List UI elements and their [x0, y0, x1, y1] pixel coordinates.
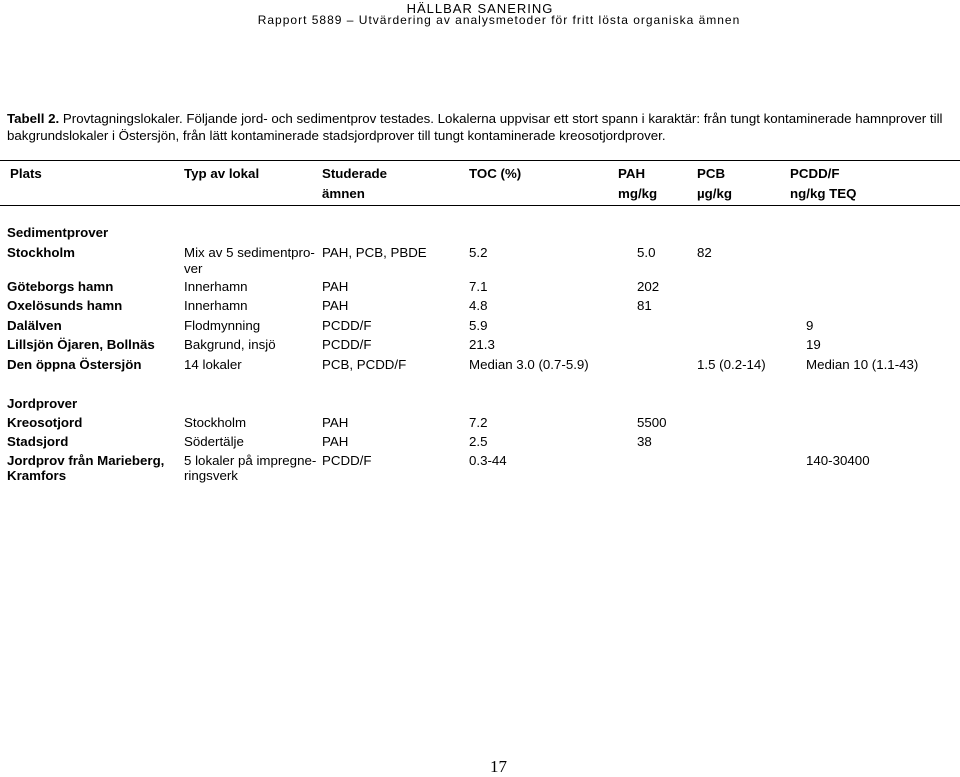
table-cell-amnen: PAH — [322, 415, 349, 430]
table-cell-amnen: PAH, PCB, PBDE — [322, 245, 427, 260]
running-header-title: HÄLLBAR SANERING — [406, 1, 554, 16]
col-header-pcb: PCB — [697, 166, 726, 181]
table-cell-pah: 38 — [637, 434, 652, 449]
table-cell-pah: 5.0 — [637, 245, 656, 260]
col-header-plats: Plats — [10, 166, 42, 181]
col-header-toc: TOC (%) — [469, 166, 522, 181]
table-cell-plats: Den öppna Östersjön — [7, 357, 142, 372]
table-cell-toc: Median 3.0 (0.7-5.9) — [469, 357, 589, 372]
running-header-subtitle: Rapport 5889 – Utvärdering av analysmetoder för fritt lösta organiska ämnen — [257, 13, 741, 27]
table-cell-pah: 81 — [637, 298, 652, 313]
table-cell-typ: Innerhamn — [184, 279, 248, 294]
table-cell-typ: 14 lokaler — [184, 357, 242, 372]
table-cell-plats: Stockholm — [7, 245, 75, 260]
table-cell-pcdd: 19 — [806, 337, 821, 352]
table-cell-amnen: PAH — [322, 298, 349, 313]
table-cell-amnen: PCB, PCDD/F — [322, 357, 407, 372]
col-header-pah: PAH — [618, 166, 646, 181]
table-cell-toc: 0.3-44 — [469, 453, 507, 468]
section-title-jord: Jordprover — [7, 396, 78, 411]
table-cell-pah: 202 — [637, 279, 660, 294]
caption-label: Tabell 2. — [7, 111, 60, 126]
table-cell-pah: 5500 — [637, 415, 667, 430]
table-cell-typ: Innerhamn — [184, 298, 248, 313]
col-header-studerade: Studerade — [322, 166, 388, 181]
col-header-pcb-unit: µg/kg — [697, 186, 732, 201]
table-cell-typ: Stockholm — [184, 415, 247, 430]
table-cell-typ: Mix av 5 sedimentpro- — [184, 245, 315, 260]
table-cell-amnen: PCDD/F — [322, 337, 372, 352]
table-cell-plats: Jordprov från Marieberg, — [7, 453, 165, 468]
table-cell-pcdd: Median 10 (1.1-43) — [806, 357, 919, 372]
table-cell-pcdd: 9 — [806, 318, 814, 333]
table-cell-toc: 7.1 — [469, 279, 488, 294]
table-cell-typ: 5 lokaler på impregne- — [184, 453, 317, 468]
table-cell-typ: Bakgrund, insjö — [184, 337, 276, 352]
col-header-pcdd-unit: ng/kg TEQ — [790, 186, 857, 201]
table-cell-toc: 2.5 — [469, 434, 488, 449]
table-cell-amnen: PAH — [322, 279, 349, 294]
table-cell-pcb: 1.5 (0.2-14) — [697, 357, 766, 372]
table-cell-amnen: PCDD/F — [322, 318, 372, 333]
table-cell-toc: 7.2 — [469, 415, 488, 430]
page-number: 17 — [490, 757, 507, 776]
table-cell-typ-cont: ver — [184, 261, 203, 276]
table-cell-plats: Kreosotjord — [7, 415, 83, 430]
table-header-rule — [0, 205, 960, 206]
table-cell-pcb: 82 — [697, 245, 712, 260]
table-cell-plats: Oxelösunds hamn — [7, 298, 123, 313]
table-cell-toc: 5.2 — [469, 245, 488, 260]
caption-text: Provtagningslokaler. Följande jord- och sedimentprov testades. Lokalerna uppvisar ett stort spann i karaktär: från tungt kontaminerade hamnprover till bakgrundslokaler i Östersjön, från lätt kontaminerade stadsjordprover till tungt kontaminerade kreosotjordprover. — [7, 111, 943, 143]
table-caption — [7, 110, 952, 144]
table-cell-toc: 5.9 — [469, 318, 488, 333]
col-header-pah-unit: mg/kg — [618, 186, 658, 201]
table-cell-toc: 21.3 — [469, 337, 495, 352]
table-cell-plats: Dalälven — [7, 318, 62, 333]
table-cell-amnen: PAH — [322, 434, 349, 449]
table-cell-typ-cont: ringsverk — [184, 468, 238, 483]
table-cell-toc: 4.8 — [469, 298, 488, 313]
table-cell-plats-cont: Kramfors — [7, 468, 67, 483]
table-cell-amnen: PCDD/F — [322, 453, 372, 468]
col-header-typ: Typ av lokal — [184, 166, 260, 181]
table-cell-typ: Södertälje — [184, 434, 244, 449]
table-cell-plats: Lillsjön Öjaren, Bollnäs — [7, 337, 155, 352]
table-top-rule — [0, 160, 960, 161]
table-cell-pcdd: 140-30400 — [806, 453, 870, 468]
col-header-pcdd: PCDD/F — [790, 166, 840, 181]
section-title-sediment: Sedimentprover — [7, 225, 109, 240]
table-cell-plats: Göteborgs hamn — [7, 279, 114, 294]
table-cell-plats: Stadsjord — [7, 434, 69, 449]
col-header-studerade-2: ämnen — [322, 186, 365, 201]
table-cell-typ: Flodmynning — [184, 318, 261, 333]
